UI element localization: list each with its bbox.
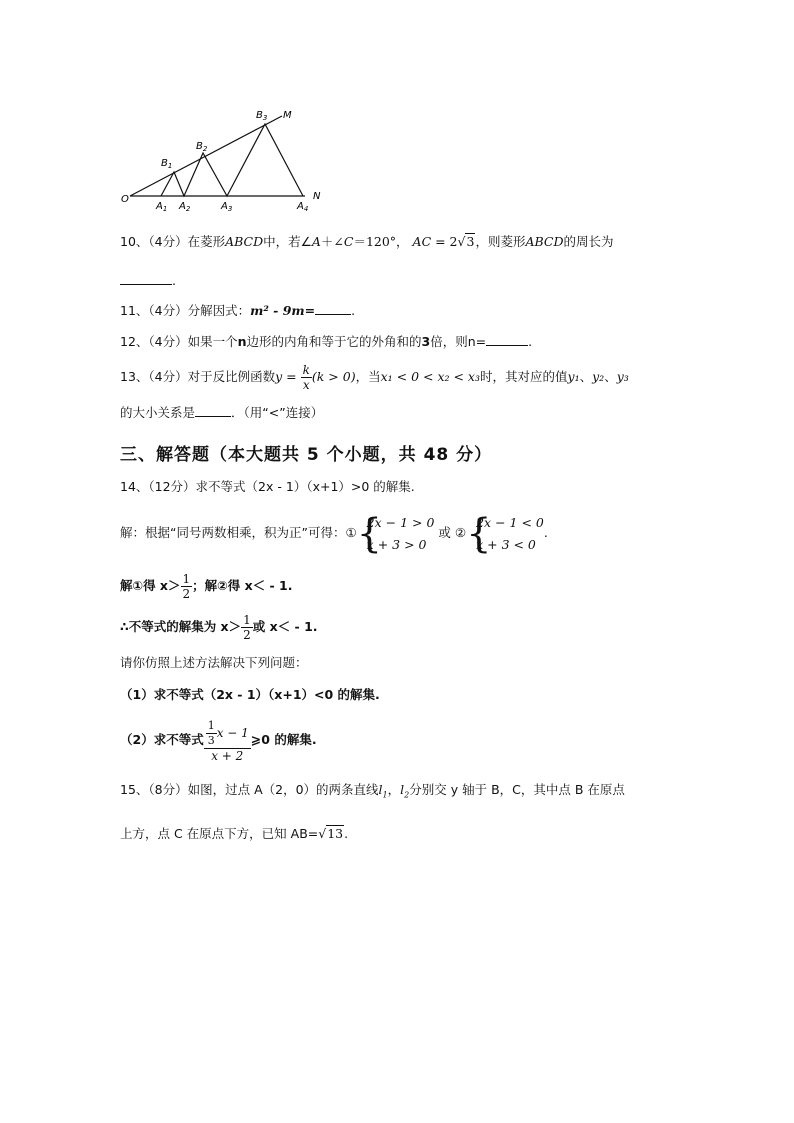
- q14-part2-a: （2）求不等式: [120, 732, 204, 747]
- section-3-heading: 三、解答题（本大题共 5 个小题，共 48 分）: [120, 445, 493, 465]
- q14-part2-b: ⩾0 的解集.: [250, 732, 317, 747]
- q14-half-fraction-2: $\frac{1}{2}$: [243, 613, 251, 642]
- q14-sol2-a: ∴不等式的解集为 x＞: [120, 619, 242, 634]
- q13-cond: (k > 0): [311, 369, 356, 384]
- q10-root: 3: [466, 234, 475, 249]
- q10-prefix: 10、（4分）在菱形: [120, 234, 226, 249]
- q14-sol1-a: 解①得 x＞: [120, 578, 181, 593]
- q11-line: [120, 300, 355, 321]
- q13-y1: y₁: [567, 369, 580, 384]
- q10-line2: [120, 270, 176, 291]
- q10-abcd2: ABCD: [525, 234, 564, 249]
- q13-y: y: [275, 369, 283, 384]
- q15-l2: $l_2$: [400, 782, 410, 800]
- q13-eq: =: [282, 369, 301, 384]
- q11-end: .: [351, 303, 356, 318]
- q14-sol-prefix: 解：根据“同号两数相乘，积为正”可得：①: [120, 525, 357, 540]
- q12-neq: n=: [467, 334, 487, 349]
- q14-sol2-b: 或 x＜ - 1.: [252, 619, 318, 634]
- q13-y2: y₂: [592, 369, 605, 384]
- q12-three: 3: [421, 334, 431, 349]
- q10-after: ，则菱形: [475, 234, 526, 249]
- label-b3: $B_3$: [256, 110, 268, 122]
- q14-sol2: [120, 609, 318, 645]
- q15-sqrt: √13: [318, 826, 344, 841]
- label-a4: $A_4$: [297, 201, 309, 212]
- q14-stem: 14、（12分）求不等式（2x - 1）（x+1）>0 的解集.: [120, 479, 415, 494]
- q10-eq2: = 2: [431, 234, 458, 249]
- q13-sep1: 、: [579, 369, 593, 384]
- q12-times: 倍，则: [430, 334, 468, 349]
- triangle-figure: [110, 100, 340, 212]
- q10-tail: 的周长为: [563, 234, 614, 249]
- q14-solution-systems: [120, 510, 548, 556]
- q12-end: .: [528, 334, 533, 349]
- q10-abcd: ABCD: [225, 234, 264, 249]
- q10-ac: AC: [412, 234, 432, 249]
- q11-answer-blank[interactable]: [315, 300, 351, 315]
- q14-sys1-row1: 2x − 1 > 0: [366, 514, 435, 530]
- q10-answer-blank[interactable]: [120, 270, 172, 285]
- q15-line1-b: 分别交 y 轴于 B，C，其中点 B 在原点: [409, 782, 625, 797]
- q12-n: n: [237, 334, 247, 349]
- q14-sys1-row2: x + 3 > 0: [366, 536, 427, 552]
- q10-end: .: [172, 273, 176, 288]
- q15-line2-a: 上方，点 C 在原点下方，已知 AB=: [120, 826, 319, 841]
- q14-half-fraction-1: $\frac{1}{2}$: [182, 572, 191, 601]
- q14-sys-end: .: [543, 525, 548, 540]
- label-b2: $B_2$: [196, 141, 208, 153]
- q15-l1: $l_1$: [378, 782, 388, 800]
- q14-part1: （1）求不等式（2x - 1）（x+1）<0 的解集.: [120, 687, 380, 702]
- q13-ineq: x₁ < 0 < x₂ < x₃: [380, 369, 480, 384]
- q13-fraction: [301, 363, 312, 392]
- q14-part2: [120, 716, 317, 764]
- q10-angle-c: C: [343, 234, 354, 249]
- q10-eq: ＝120°，: [353, 234, 409, 249]
- q11-prefix: 11、（4分）分解因式：: [120, 303, 251, 318]
- q15-line1: 15、（8分）如图，过点 A（2，0）的两条直线$l_1$，$l_2$分别交 y 轴于 B，C，其中点 B 在原点: [120, 782, 625, 800]
- q10-mid: 中，若∠: [263, 234, 312, 249]
- q14-sys2-row1: 2x − 1 < 0: [476, 514, 544, 530]
- q14-imitate: 请你仿照上述方法解决下列问题：: [120, 655, 308, 670]
- label-a3: $A_3$: [221, 201, 233, 212]
- q13-line2: [120, 402, 323, 423]
- q10-line1: [120, 232, 614, 252]
- q12-line: [120, 331, 532, 352]
- q13-sep2: 、: [604, 369, 617, 384]
- q14-system-2: { 2x − 1 < 0 x + 3 < 0: [466, 510, 544, 557]
- q12-prefix: 12、（4分）如果一个: [120, 334, 238, 349]
- label-a1: $A_1$: [156, 201, 168, 212]
- q13-line2-a: 的大小关系是: [120, 405, 196, 420]
- q14-system-1: { 2x − 1 > 0 x + 3 > 0: [356, 510, 435, 557]
- q13-x: x: [301, 377, 312, 392]
- q13-when: ，当: [355, 369, 381, 384]
- q15-line1-a: 15、（8分）如图，过点 A（2，0）的两条直线: [120, 782, 379, 797]
- q15-line2: 上方，点 C 在原点下方，已知 AB=√13.: [120, 826, 349, 841]
- q13-k: k: [302, 363, 310, 377]
- q13-then: 时，其对应的值: [480, 369, 568, 384]
- label-b1: $B_1$: [161, 158, 173, 170]
- label-n: N: [313, 191, 321, 202]
- q12-answer-blank[interactable]: [486, 331, 528, 346]
- q13-prefix: 13、（4分）对于反比例函数: [120, 369, 276, 384]
- label-o: O: [121, 194, 129, 205]
- q10-angle-a: A: [311, 234, 321, 249]
- q11-expr: m² - 9m=: [250, 303, 316, 318]
- label-m: M: [283, 110, 292, 121]
- q14-part2-fraction: $\frac{1}{3}$ x − 1 x + 2: [204, 719, 251, 763]
- q13-answer-blank[interactable]: [195, 402, 231, 417]
- q14-sol1: [120, 568, 292, 604]
- q12-mid: 边形的内角和等于它的外角和的: [246, 334, 422, 349]
- q13-line2-b: ．（用“<”连接）: [231, 405, 324, 420]
- q14-sys2-row2: x + 3 < 0: [476, 536, 536, 552]
- q14-or: 或 ②: [438, 525, 467, 540]
- q13-y3: y₃: [616, 369, 629, 384]
- q14-sol1-b: ；解②得 x＜ - 1.: [192, 578, 293, 593]
- q10-plus: ＋∠: [320, 234, 344, 249]
- q10-sqrt: √3: [457, 234, 475, 249]
- label-a2: $A_2$: [179, 201, 191, 212]
- q13-line1: [120, 362, 629, 392]
